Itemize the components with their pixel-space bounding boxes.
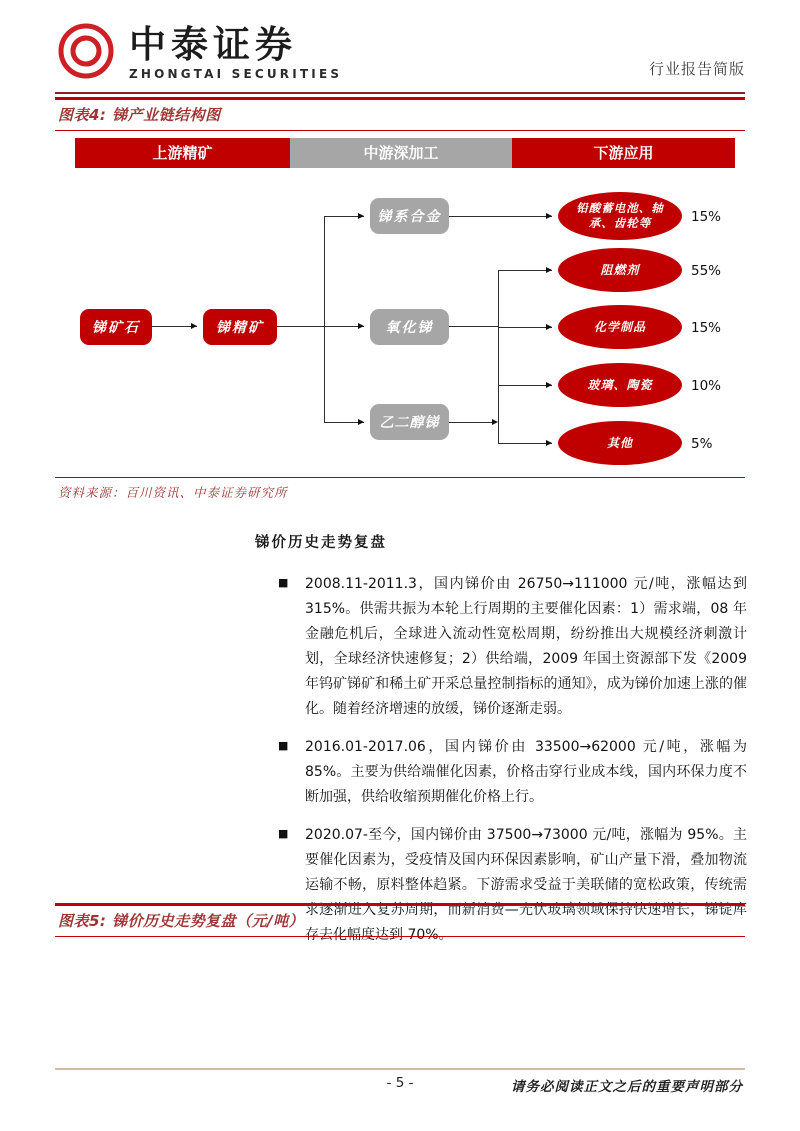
bullet-marker-icon: ■ <box>278 827 289 840</box>
connector-line <box>449 422 492 423</box>
brand-name-cn: 中泰证券 <box>129 22 297 66</box>
share-glass: 10% <box>691 378 722 394</box>
node-antimony-oxide: 氧化锑 <box>370 309 449 345</box>
connector-line <box>449 326 498 327</box>
zhongtai-logo-icon <box>57 22 115 84</box>
footer-disclaimer: 请务必阅读正文之后的重要声明部分 <box>511 1079 743 1095</box>
column-downstream: 下游应用 <box>512 138 735 168</box>
figure4-title-block <box>55 97 745 131</box>
column-midstream: 中游深加工 <box>290 138 512 168</box>
arrowhead-icon <box>358 213 364 219</box>
bullet-text: 2020.07-至今，国内锑价由 37500→73000 元/吨，涨幅为 95%。主要催化因素为，受疫情及国内环保因素影响，矿山产量下滑，叠加物流运输不畅，原料整体趋紧。下游需求受益于美联储的宽松政策，传统需求逐渐进入复苏周期，而新消费—光伏玻璃领域保持快速增长，锑锭库存去化幅度达到 70%。 <box>305 827 747 943</box>
node-antimony-alloy: 锑系合金 <box>370 198 449 234</box>
arrowhead-icon <box>492 419 498 425</box>
body-heading: 锑价历史走势复盘 <box>255 535 387 551</box>
arrowhead-icon <box>358 419 364 425</box>
report-type-label: 行业报告简版 <box>648 60 745 78</box>
share-batteries: 15% <box>691 209 722 225</box>
page-number: - 5 - <box>386 1075 414 1091</box>
oval-flame-retardant: 阻燃剂 <box>558 248 682 292</box>
page-header <box>57 22 745 86</box>
bullet-text: 2008.11-2011.3，国内锑价由 26750→111000 元/吨，涨幅达到 315%。供需共振为本轮上行周期的主要催化因素：1）需求端，08 年金融危机后，全球进入流动性宽松周期，纷纷推出大规模经济刺激计划，全球经济快速修复；2）供给端，2009 年国土资源部下发《2009 年钨矿锑矿和稀土矿开采总量控制指标的通知》，成为锑价加速上涨的催化。随着经济增速的放缓，锑价逐渐走弱。 <box>305 576 747 717</box>
connector-line <box>277 326 324 327</box>
node-ethylene-glycol-antimony: 乙二醇锑 <box>370 404 449 440</box>
oval-chemical-products: 化学制品 <box>558 305 682 349</box>
list-item <box>255 572 747 722</box>
node-antimony-ore: 锑矿石 <box>80 309 152 345</box>
oval-batteries-bearings: 铅酸蓄电池、轴承、齿轮等 <box>558 192 682 240</box>
arrowhead-icon <box>546 324 552 330</box>
oval-others: 其他 <box>558 421 682 465</box>
bullet-marker-icon: ■ <box>278 739 289 752</box>
industry-chain-diagram <box>55 130 745 477</box>
arrowhead-icon <box>191 323 197 329</box>
oval-glass-ceramics: 玻璃、陶瓷 <box>558 363 682 407</box>
list-item <box>255 735 747 810</box>
connector-line <box>449 216 552 217</box>
node-antimony-concentrate: 锑精矿 <box>203 309 277 345</box>
connector-trunk <box>324 216 325 422</box>
footer-divider <box>55 1068 745 1070</box>
share-others: 5% <box>691 436 713 452</box>
figure4-title: 图表4: 锑产业链结构图 <box>58 106 221 124</box>
arrowhead-icon <box>546 382 552 388</box>
header-divider <box>55 92 745 94</box>
bullet-text: 2016.01-2017.06，国内锑价由 33500→62000 元/吨，涨幅为 85%。主要为供给端催化因素，价格击穿行业成本线，国内环保力度不断加强，供给收缩预期催化价格上行。 <box>305 739 747 805</box>
body-section <box>255 531 747 961</box>
connector-line <box>498 270 552 271</box>
figure5-title: 图表5: 锑价历史走势复盘（元/吨） <box>58 912 305 930</box>
arrowhead-icon <box>546 267 552 273</box>
brand-name-en: ZHONGTAI SECURITIES <box>129 66 343 81</box>
figure4-source: 资料来源：百川资讯、中泰证券研究所 <box>55 477 745 501</box>
connector-line <box>498 327 552 328</box>
connector-trunk <box>498 270 499 443</box>
arrowhead-icon <box>546 440 552 446</box>
share-chemical: 15% <box>691 320 722 336</box>
connector-line <box>498 443 552 444</box>
bullet-marker-icon: ■ <box>278 576 289 589</box>
connector-line <box>498 385 552 386</box>
arrowhead-icon <box>546 213 552 219</box>
share-flame-retardant: 55% <box>691 263 722 279</box>
arrowhead-icon <box>358 323 364 329</box>
figure5-title-block <box>55 903 745 937</box>
column-upstream: 上游精矿 <box>75 138 290 168</box>
brand-logo <box>57 22 745 84</box>
